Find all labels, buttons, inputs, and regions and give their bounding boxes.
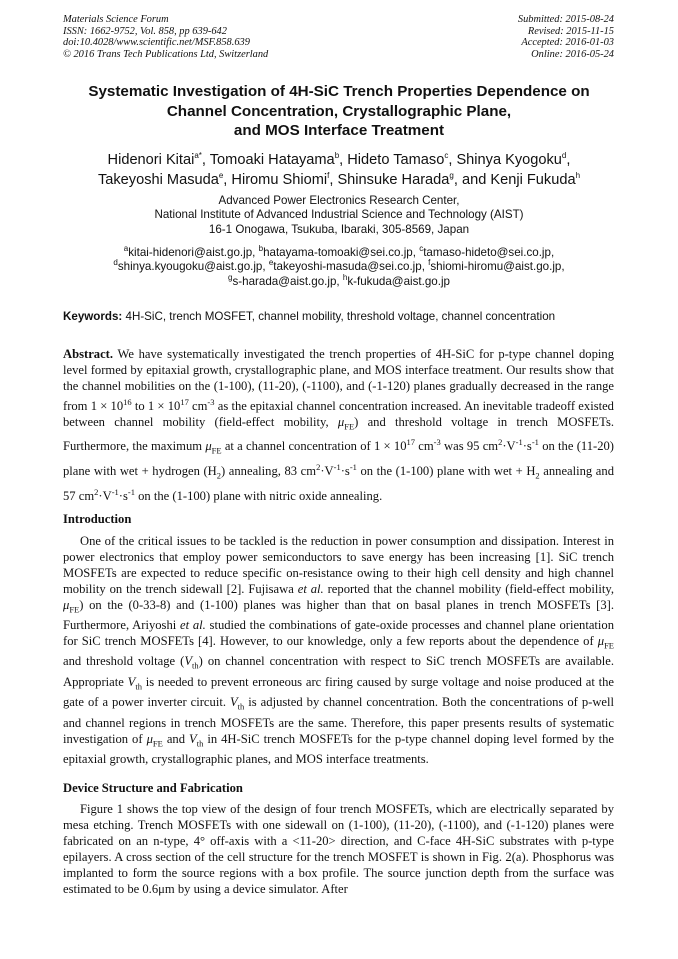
title-line-2: Channel Concentration, Crystallographic Plane, — [166, 102, 512, 120]
author-name: Shinya Kyogoku — [456, 152, 562, 168]
author-name: Shinsuke Harada — [337, 171, 450, 188]
email-mark: c — [419, 244, 424, 254]
online-date: Online: 2016-05-24 — [531, 48, 614, 60]
issn-line: ISSN: 1662-9752, Vol. 858, pp 639-642 — [63, 25, 227, 37]
author-email[interactable]: shiomi-hiromu@aist.go.jp — [430, 260, 562, 274]
author-affiliation-mark: e — [218, 170, 224, 180]
author-affiliation-mark: b — [334, 151, 340, 161]
abstract-text: We have systematically investigated the trench properties of 4H-SiC for p-type channel doping level formed by epitaxial growth, crystallographic plane, and MOS interface treatment. Our results show that the channel mobilities on the (1-100), (11-20), (-1100), and (-1-120) planes gradually decreased in the range from $1 \times 10^{16}$ to $1 \times 10^{17}$ $cm^{-3}$ as the epitaxial channel concentration increased. An inevitable tradeoff existed between channel mobility (field-effect mobility, $\mu_{FE}$) and threshold voltage in trench MOSFETs. Furthermore, the maximum $\mu_{FE}$ at a channel concentration of $1 \times 10^{17}$ $cm^{-3}$ was 95 $cm^2\cdot V^{-1}\cdot s^{-1}$ on the (11-20) plane with wet + hydrogen $(H_2)$ annealing, 83 $cm^2\cdot V^{-1}\cdot s^{-1}$ on the (1-100) plane with wet + $H_2$ annealing and 57 $cm^2\cdot V^{-1}\cdot s^{-1}$ on the (1-100) plane with nitric oxide annealing. — [63, 347, 614, 503]
abstract-paragraph — [63, 347, 614, 505]
title-line-3: and MOS Interface Treatment — [233, 122, 445, 139]
submitted-date: Submitted: 2015-08-24 — [517, 14, 614, 25]
author-name: Kenji Fukuda — [490, 171, 576, 188]
revised-date: Revised: 2015-11-15 — [527, 25, 614, 37]
author-email[interactable]: shinya.kyougoku@aist.go.jp — [117, 260, 263, 274]
author-affiliation-mark: a* — [194, 151, 202, 161]
author-email[interactable]: s-harada@aist.go.jp — [232, 274, 337, 288]
email-mark: e — [268, 258, 274, 268]
author-email[interactable]: k-fukuda@aist.go.jp — [347, 274, 450, 288]
accepted-date: Accepted: 2016-01-03 — [521, 37, 614, 49]
author-name: Hideto Tamaso — [347, 152, 445, 168]
affiliation — [40, 194, 638, 237]
author-email[interactable]: takeyoshi-masuda@sei.co.jp — [273, 260, 422, 274]
author-name: Takeyoshi Masuda — [97, 171, 219, 188]
abstract-label: Abstract. — [63, 347, 114, 361]
author-list: Hidenori Kitai$^{a*}$, Tomoaki Hatayama$^b$, Hideto Tamaso$^c$, Shinya Kyogoku$^d$, Takeyoshi Masuda$^e$, Hiromu Shiomi$^f$, Shinsuke Harada$^g$, and Kenji Fukuda$^h$ — [97, 151, 581, 188]
author-affiliation-mark: f — [327, 170, 330, 180]
paper-title — [40, 82, 638, 141]
affiliation-line-3: 16-1 Onogawa, Tsukuba, Ibaraki, 305-8569, Japan — [208, 222, 470, 236]
doi-line: doi:10.4028/www.scientific.net/MSF.858.639 — [63, 37, 250, 49]
journal-name: Materials Science Forum — [63, 14, 169, 25]
affiliation-line-1: Advanced Power Electronics Research Center, — [218, 194, 460, 207]
author-name: Hiromu Shiomi — [231, 171, 328, 188]
email-mark: d — [113, 258, 118, 268]
section-heading-device-structure: Device Structure and Fabrication — [63, 781, 243, 795]
journal-header-left — [63, 14, 268, 60]
author-email[interactable]: hatayama-tomoaki@sei.co.jp — [263, 246, 413, 259]
introduction-paragraph: One of the critical issues to be tackled is the reduction in power consumption and dissipation. Interest in power electronics that employ power semiconductors to save energy has been increasing [1]. SiC trench MOSFETs are expected to reduce specific on-resistance owing to their high cell density and high channel mobility on the trench sidewall [2]. Fujisawa et al. reported that the channel mobility (field-effect mobility, $\mu_{FE}$) on the (0-33-8) and (1-100) planes was higher than that on basal planes in trench MOSFETs [3]. Furthermore, Ariyoshi et al. studied the combinations of gate-oxide processes and channel plane orientation for SiC trench MOSFETs [4]. However, to our knowledge, only a few reports about the dependence of $\mu_{FE}$ and threshold voltage $(V_{th})$ on channel concentration with respect to SiC trench MOSFETs are available. Appropriate $V_{th}$ is needed to prevent erroneous arc firing caused by surge voltage and noise produced at the gate of a power inverter circuit. $V_{th}$ is adjusted by channel concentration. Both the concentrations of p-well and channel regions in trench MOSFETs are the same. Therefore, this paper presents results of systematic investigation of $\mu_{FE}$ and $V_{th}$ in 4H-SiC trench MOSFETs for the p-type channel doping level formed by the epitaxial growth, crystallographic planes, and MOS interface treatments. — [63, 534, 615, 766]
email-mark: h — [342, 272, 348, 282]
author-emails: $^a$kitai-hidenori@aist.go.jp, $^b$hatayama-tomoaki@sei.co.jp, $^c$tamaso-hideto@sei.co.jp, $^d$shinya.kyougoku@aist.go.jp, $^e$takeyoshi-masuda@sei.co.jp, $^f$shiomi-hiromu@aist.go.jp, $^g$s-harada@aist.go.jp, $^h$k-fukuda@aist.go.jp — [113, 244, 565, 288]
email-mark: g — [228, 272, 233, 282]
keywords-label: Keywords: — [63, 310, 123, 323]
author-email[interactable]: tamaso-hideto@sei.co.jp — [423, 246, 551, 259]
email-mark: b — [258, 244, 264, 254]
keywords-text: 4H-SiC, trench MOSFET, channel mobility, threshold voltage, channel concentration — [122, 310, 556, 323]
copyright-line: © 2016 Trans Tech Publications Ltd, Switzerland — [63, 48, 269, 60]
author-affiliation-mark: c — [444, 151, 449, 161]
author-affiliation-mark: g — [449, 170, 454, 180]
author-affiliation-mark: d — [561, 151, 567, 161]
author-affiliation-mark: h — [575, 170, 581, 180]
email-mark: f — [428, 258, 431, 268]
section-heading-introduction: Introduction — [63, 512, 132, 526]
author-email[interactable]: kitai-hidenori@aist.go.jp — [128, 246, 253, 259]
affiliation-line-2: National Institute of Advanced Industrial Science and Technology (AIST) — [154, 208, 524, 222]
author-name: Hidenori Kitai — [107, 152, 195, 168]
email-mark: a — [123, 244, 129, 254]
device-structure-paragraph: Figure 1 shows the top view of the design of four trench MOSFETs, which are electrically separated by mesa etching. Trench MOSFETs with one sidewall on (1-100), (11-20), (-1100), and (-1-120) planes were fabricated on an n-type, 4° off-axis with a <11-20> direction, and C-face 4H-SiC substrates with p-type epilayers. A cross section of the cell structure for the trench MOSFET is shown in Fig. 2(a). Phosphorus was implanted to form the source regions with a box profile. The source junction depth from the surface was estimated to be 0.6μm by using a device simulator. After — [63, 802, 614, 896]
journal-header-right — [518, 14, 614, 60]
keywords-line — [63, 310, 623, 323]
author-name: Tomoaki Hatayama — [209, 152, 335, 168]
title-line-1: Systematic Investigation of 4H-SiC Trench Properties Dependence on — [88, 83, 590, 100]
